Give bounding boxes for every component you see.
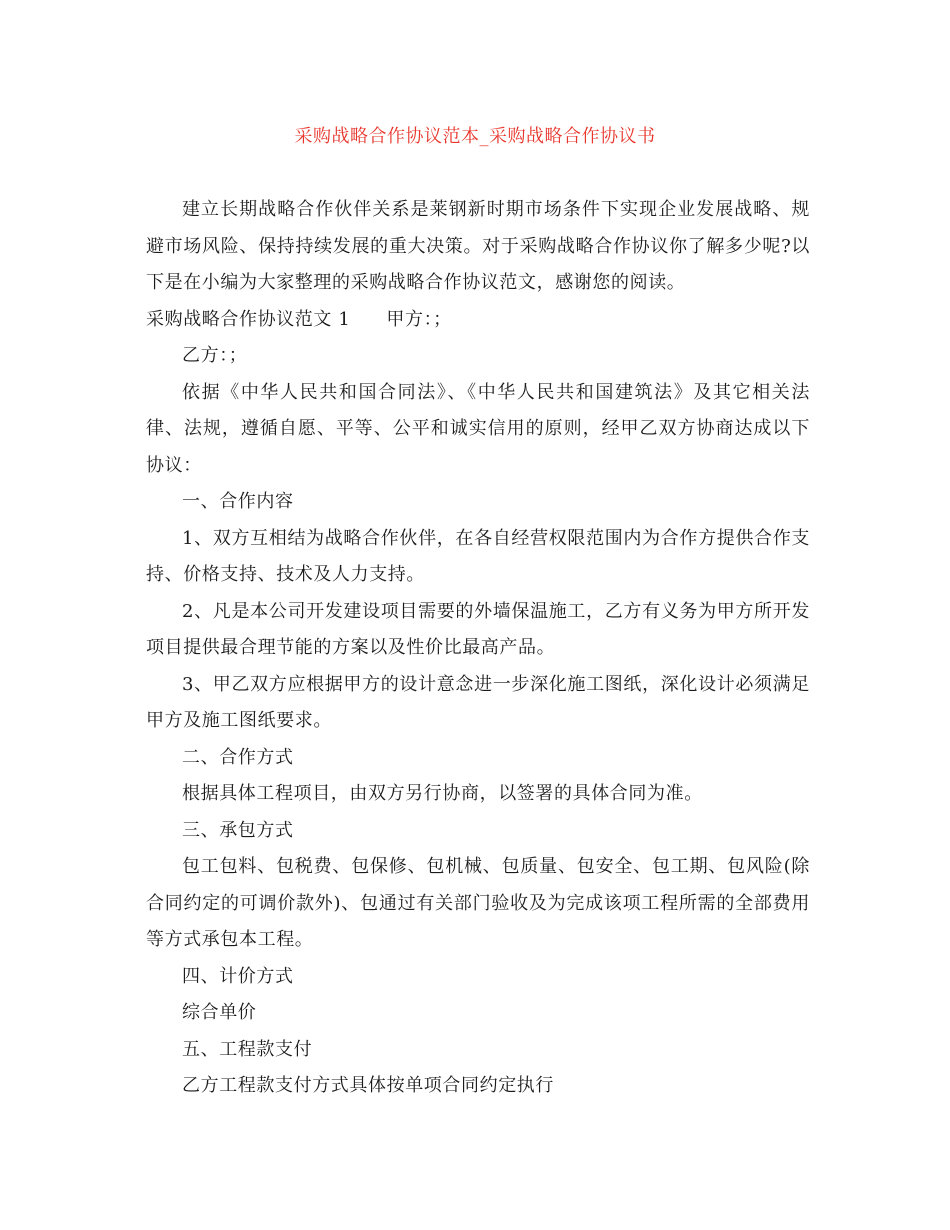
sample-heading-line [146, 302, 810, 339]
section5-text: 乙方工程款支付方式具体按单项合同约定执行 [182, 1075, 554, 1096]
basis-paragraph: 依据《中华人民共和国合同法》、《中华人民共和国建筑法》及其它相关法律、法规，遵循自愿、平等、公平和诚实信用的原则，经甲乙双方协商达成以下协议： [146, 381, 810, 476]
section2-heading: 二、合作方式 [182, 746, 294, 768]
section1-item1: 1、双方互相结为战略合作伙伴，在各自经营权限范围内为合作方提供合作支持、价格支持、技术及人力支持。 [146, 527, 810, 585]
section4-text: 综合单价 [182, 1002, 257, 1023]
section4-heading: 四、计价方式 [182, 965, 294, 987]
intro-paragraph: 建立长期战略合作伙伴关系是莱钢新时期市场条件下实现企业发展战略、规避市场风险、保持持续发展的重大决策。对于采购战略合作协议你了解多少呢?以下是在小编为大家整理的采购战略合作协议范文，感谢您的阅读。 [146, 199, 810, 293]
section1-heading: 一、合作内容 [182, 491, 294, 512]
section3-text: 包工包料、包税费、包保修、包机械、包质量、包安全、包工期、包风险(除合同约定的可调价款外)、包通过有关部门验收及为完成该项工程所需的全部费用等方式承包本工程。 [146, 856, 810, 950]
section3-heading: 三、承包方式 [182, 819, 294, 841]
section2-text: 根据具体工程项目，由双方另行协商，以签署的具体合同为准。 [182, 783, 703, 804]
document-body [146, 192, 810, 1105]
section5-heading: 五、工程款支付 [182, 1038, 313, 1060]
section1-item2: 2、凡是本公司开发建设项目需要的外墙保温施工，乙方有义务为甲方所开发项目提供最合理节能的方案以及性价比最高产品。 [146, 600, 810, 658]
document-title: 采购战略合作协议范本_采购战略合作协议书 [294, 126, 656, 147]
section1-item3: 3、甲乙双方应根据甲方的设计意念进一步深化施工图纸，深化设计必须满足甲方及施工图纸要求。 [146, 673, 810, 731]
party-b-line: 乙方：； [182, 345, 248, 366]
sample-heading: 采购战略合作协议范文 1 [146, 308, 351, 330]
party-a-line: 甲方：； [386, 308, 452, 330]
